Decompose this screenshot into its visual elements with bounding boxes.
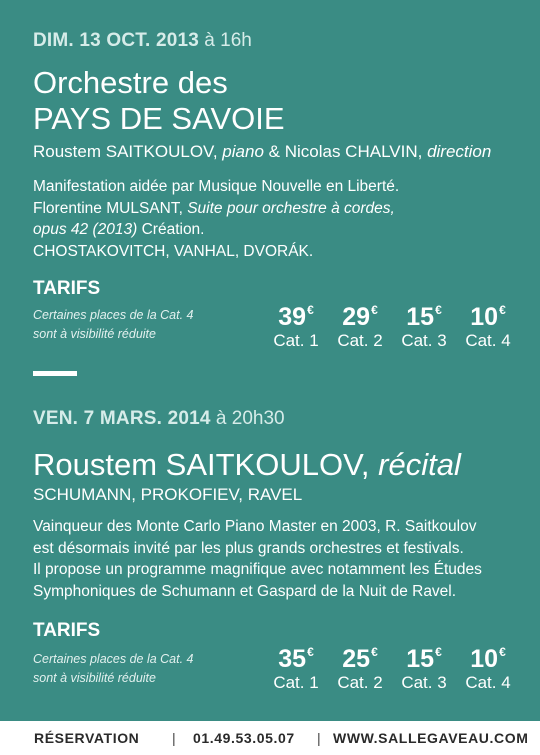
reservation-label: RÉSERVATION [34,730,140,746]
event2-date-bold: VEN. 7 MARS. 2014 [33,408,211,429]
price-category: Cat. 1 [273,673,319,692]
work-title: Suite pour orchestre à cordes, [187,199,395,217]
credit-name-2: Nicolas CHALVIN, [284,142,423,161]
event2-tarifs-heading: TARIFS [33,620,101,641]
footer-separator-2: | [317,730,322,746]
event1-title-line1: Orchestre des [33,65,228,100]
tarifs-note-line2: sont à visibilité réduite [33,671,156,685]
event1-price-cat4 [457,296,519,351]
event1-date-time: à 16h [199,30,252,51]
price-amount: 29 [342,303,371,331]
price-amount: 25 [342,645,371,673]
event2-date [33,408,285,430]
price-category: Cat. 2 [337,331,383,350]
footer-separator-1: | [172,730,177,746]
event2-body-line3: Il propose un programme magnifique avec notamment les Études [33,561,482,578]
price-category: Cat. 1 [273,331,319,350]
website-link[interactable]: WWW.SALLEGAVEAU.COM [333,730,529,746]
event2-title [33,448,461,482]
event1-body-line3 [33,219,399,241]
event2-description [33,516,482,602]
work-opus: opus 42 (2013) [33,221,138,238]
event2-body-line2: est désormais invité par les plus grands orchestres et festivals. [33,539,464,557]
event1-body-line4: CHOSTAKOVITCH, VANHAL, DVORÁK. [33,242,314,260]
tarifs-note-line1: Certaines places de la Cat. 4 [33,308,194,322]
event2-body-line1: Vainqueur des Monte Carlo Piano Master en 2003, R. Saitkoulov [33,518,477,535]
credit-role-2: direction [427,142,492,161]
price-category: Cat. 4 [465,673,511,692]
event2-price-cat1 [265,638,327,693]
section-divider [33,371,77,376]
event1-body-line1: Manifestation aidée par Musique Nouvelle en Liberté. [33,178,400,195]
price-category: Cat. 2 [337,673,383,692]
reservation-phone[interactable]: 01.49.53.05.07 [193,730,295,746]
event2-body-line4: Symphoniques de Schumann et Gaspard de la Nuit de Ravel. [33,582,457,600]
work-status: Création. [141,221,205,238]
euro-symbol: € [307,303,314,317]
price-amount: 35 [278,645,307,673]
price-category: Cat. 3 [401,673,447,692]
event1-tarifs-note [33,306,194,344]
price-amount: 10 [470,303,499,331]
event1-description [33,176,399,262]
event1-title-line2: PAYS DE SAVOIE [33,101,285,136]
event1-date [33,30,252,52]
event2-program: SCHUMANN, PROKOFIEV, RAVEL [33,485,303,504]
price-amount: 15 [406,303,435,331]
price-category: Cat. 4 [465,331,511,350]
event1-credits [33,142,491,162]
tarifs-note-line2: sont à visibilité réduite [33,327,156,341]
price-amount: 39 [278,303,307,331]
event1-body-line2 [33,198,399,220]
euro-symbol: € [371,303,378,317]
composer-name: Florentine MULSANT, [33,199,183,217]
price-category: Cat. 3 [401,331,447,350]
euro-symbol: € [499,645,506,659]
event2-price-cat2 [329,638,391,693]
event1-date-bold: DIM. 13 OCT. 2013 [33,30,200,51]
tarifs-note-line1: Certaines places de la Cat. 4 [33,652,194,666]
euro-symbol: € [435,303,442,317]
price-amount: 15 [406,645,435,673]
event2-price-cat3 [393,638,455,693]
event1-price-cat2 [329,296,391,351]
euro-symbol: € [435,645,442,659]
euro-symbol: € [307,645,314,659]
event2-tarifs-note [33,650,194,688]
event2-price-cat4 [457,638,519,693]
event2-title-italic: récital [378,447,461,482]
credit-name-1: Roustem SAITKOULOV, [33,142,218,161]
credit-role-1: piano [222,142,264,161]
event2-date-time: à 20h30 [210,408,285,429]
event1-tarifs-heading: TARIFS [33,278,101,299]
credit-ampersand: & [268,142,280,161]
euro-symbol: € [499,303,506,317]
price-amount: 10 [470,645,499,673]
event1-price-cat1 [265,296,327,351]
reservation-footer [0,721,540,755]
euro-symbol: € [371,645,378,659]
event2-title-main: Roustem SAITKOULOV, [33,447,370,482]
event1-price-cat3 [393,296,455,351]
